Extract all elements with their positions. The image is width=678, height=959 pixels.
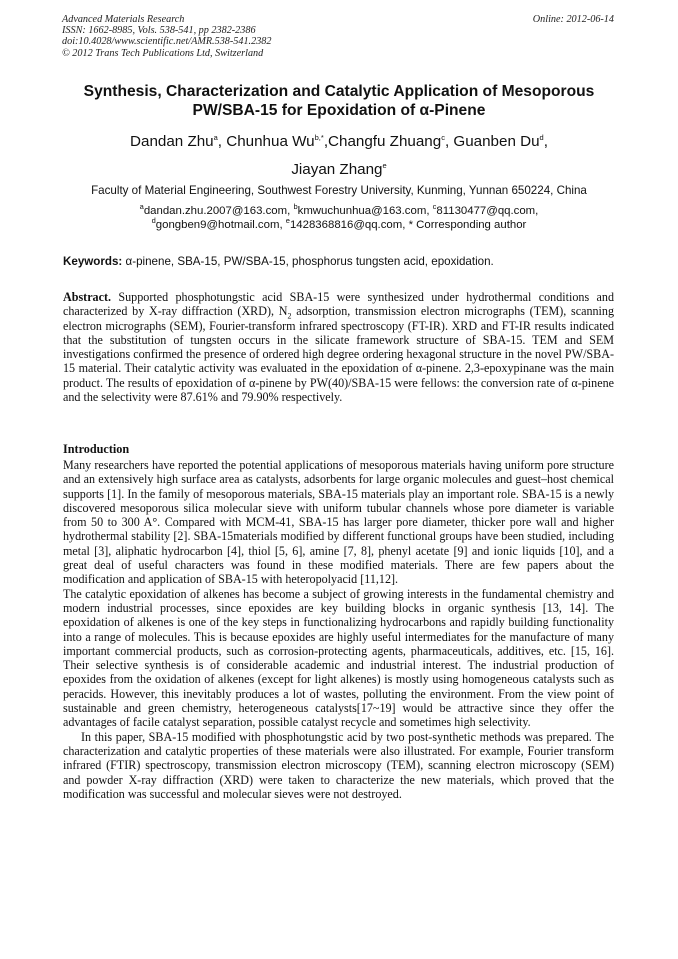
author-sup: b,* — [314, 132, 324, 142]
email-c[interactable]: 81130477@qq.com — [436, 205, 536, 217]
introduction-body — [63, 458, 614, 801]
paper-title — [58, 82, 620, 120]
corresponding-note: * Corresponding author — [408, 218, 527, 231]
affiliation: Faculty of Material Engineering, Southwest Forestry University, Kunming, Yunnan 650224, China — [91, 184, 587, 197]
author-name: Changfu Zhuang — [328, 133, 442, 150]
title-line-2: PW/SBA-15 for Epoxidation of α-Pinene — [192, 102, 486, 119]
doi-line: doi:10.4028/www.scientific.net/AMR.538-541.2382 — [62, 36, 272, 48]
keywords — [63, 255, 623, 269]
author-sup: e — [382, 160, 387, 170]
intro-paragraph-1: Many researchers have reported the potential applications of mesoporous materials having uniform pore structure and an extensively high surface area as catalysts, adsorbents for large organic molecules and guest–host chemical supports [1]. In the family of mesoporous materials, SBA-15 materials play an important role. SBA-15 is a newly discovered mesoporous silica molecular sieve with uniform tubular channels whose pore diameter is variable from 50 to 300 A°. Compared with MCM-41, SBA-15 has larger pore diameter, thicker pore wall and higher hydrothermal stability [2]. SBA-15materials modified by different functional groups have been studied, including metal [3], aliphatic hydrocarbon [4], thiol [5, 6], amine [7, 8], phenyl acetate [9] and ionic liquids [10], and a great deal of useful characters was found in these modified materials. There are few papers about the modification and application of SBA-15 with heteropolyacid [11,12]. — [63, 458, 614, 587]
intro-paragraph-3: In this paper, SBA-15 modified with phosphotungstic acid by two post-synthetic methods was prepared. The characterization and catalytic properties of these materials were also illustrated. For example, Fourier transform infrared (FTIR) spectroscopy, transmission electron microscopy (TEM), scanning electron microscopy (SEM) and powder X-ray diffraction (XRD) were taken to characterize the new materials, which proved that the modification was successful and molecular sieves were not destroyed. — [63, 729, 614, 801]
journal-header — [62, 14, 271, 59]
keywords-text: α-pinene, SBA-15, PW/SBA-15, phosphorus tungsten acid, epoxidation. — [125, 255, 494, 268]
email-line-1: $^a$dandan.zhu.2007@163.com, $^b$kmwuchunhua@163.com, $^c$81130477@qq.com, — [139, 202, 539, 217]
title-line-1: Synthesis, Characterization and Catalytic Application of Mesoporous — [83, 83, 595, 100]
issn-line: ISSN: 1662-8985, Vols. 538-541, pp 2382-2386 — [62, 25, 256, 37]
author-name: Dandan Zhu — [130, 133, 214, 150]
abstract-text-1: Supported phosphotungstic acid SBA-15 were synthesized under hydrothermal conditions and characterized by X-ray diffraction (XRD), N — [63, 290, 614, 319]
email-line-2: $^d$gongben9@hotmail.com, $^e$1428368816@qq.com, * Corresponding author — [151, 215, 527, 231]
abstract-text-2: adsorption, transmission electron micrographs (TEM), scanning electron micrographs (SEM), Fourier-transform infrared spectroscopy (FT-IR). XRD and FT-IR results indicated that the substitution of tungsten occurs in the silicate framework structure of SBA-15. TEM and SEM investigations confirmed the presence of ordered high degree ordering hexagonal structure in the novel PW/SBA-15 material. Their catalytic activity was evaluated in the epoxidation of α-pinene. 2,3-epoxypinane was the main product. The results of epoxidation of α-pinene by PW(40)/SBA-15 were fellows: the conversion rate of α-pinene and the selectivity were 87.61% and 79.90% respectively. — [63, 304, 614, 405]
author-name: Jiayan Zhang — [291, 161, 383, 178]
author-line-1: Dandan Zhu$^a$, Chunhua $Wu^{b,*},Changfu$ Zhuang$^c$, Guanben Du$^d$, — [130, 132, 548, 150]
keywords-label: Keywords: — [63, 255, 123, 268]
author-name: Guanben Du — [453, 133, 540, 150]
author-sup: a — [213, 132, 218, 142]
author-name: Chunhua Wu — [226, 133, 315, 150]
abstract-label: Abstract. — [63, 290, 112, 304]
email-b[interactable]: kmwuchunhua@163.com — [297, 205, 427, 217]
email-a[interactable]: dandan.zhu.2007@163.com — [143, 205, 288, 217]
author-list — [58, 128, 620, 184]
copyright-line: © 2012 Trans Tech Publications Ltd, Switzerland — [62, 47, 264, 59]
abstract — [63, 290, 614, 404]
author-sup: c — [441, 132, 445, 142]
email-d[interactable]: gongben9@hotmail.com — [155, 218, 280, 231]
author-line-2 — [58, 156, 620, 184]
abstract-sub: 2 — [287, 311, 292, 321]
introduction-heading: Introduction — [63, 442, 130, 456]
author-sup: d — [539, 132, 544, 142]
author-emails — [40, 202, 638, 232]
email-e[interactable]: 1428368816@qq.com — [289, 218, 403, 231]
online-date: Online: 2012-06-14 — [532, 14, 614, 25]
intro-paragraph-2: The catalytic epoxidation of alkenes has become a subject of growing interests in the fundamental chemistry and modern industrial processes, since epoxides are key building blocks in organic synthesis [13, 14]. The epoxidation of alkenes is one of the key steps in functionalizing hydrocarbons and rapidly building functionality into a range of molecules. This is because epoxides are highly useful intermediates for the manufacture of many important commercial products, such as corrosion-protecting agents, pharmaceuticals, additives, etc. [15, 16]. Their selective synthesis is of considerable academic and industrial interest. The industrial production of epoxides from the oxidation of alkenes (except for light alkenes) is mostly using homogeneous catalysts such as peracids. However, this inevitably produces a lot of wastes, polluting the environment. From the view point of sustainable and green chemistry, heterogeneous catalysts[17~19] would be attractive since they offer the advantages of facile catalyst separation, possible catalyst recycle and sometimes high selectivity. — [63, 586, 614, 730]
journal-name: Advanced Materials Research — [62, 14, 185, 25]
